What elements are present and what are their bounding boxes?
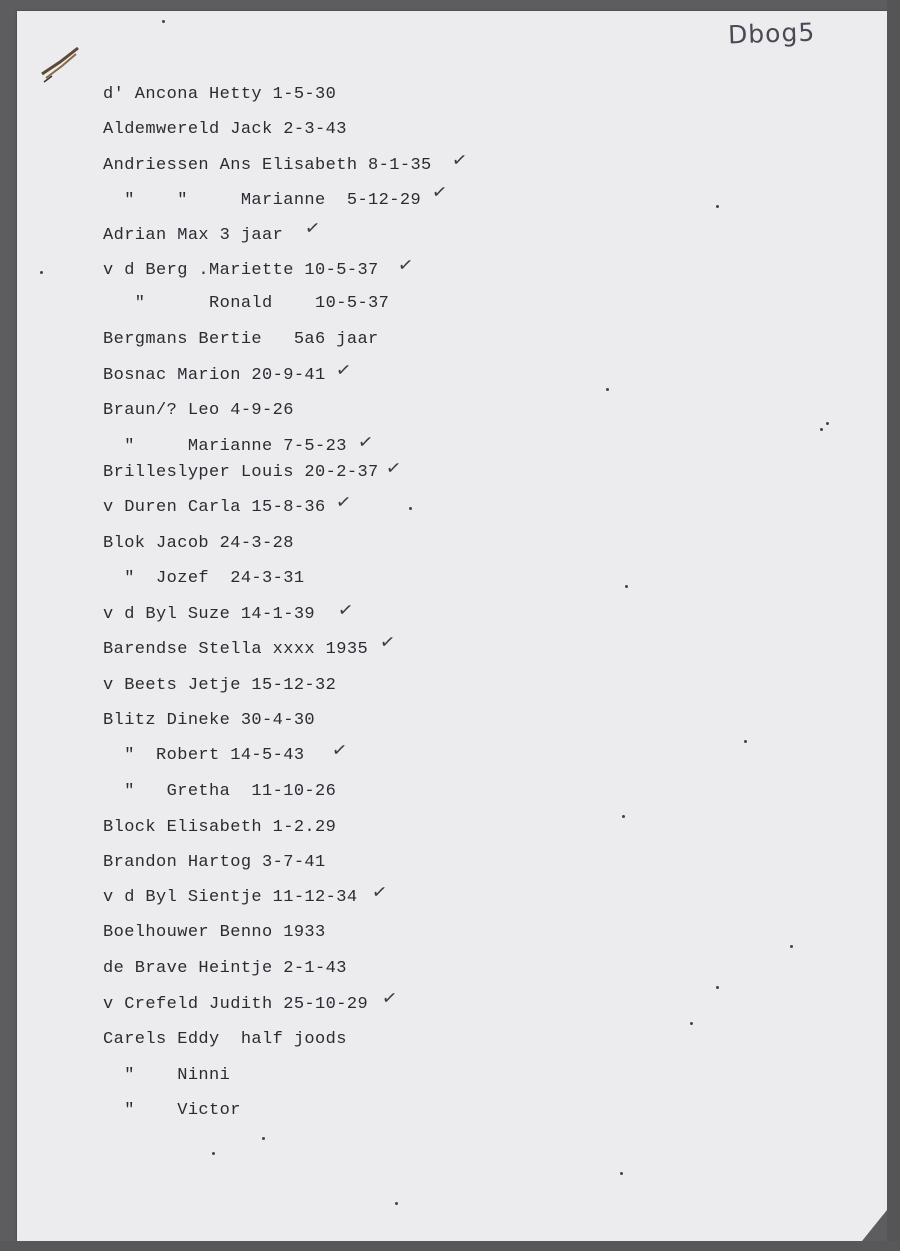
scan-background <box>0 1241 900 1251</box>
check-mark: ✓ <box>384 457 403 480</box>
paper-speck <box>606 388 609 391</box>
check-mark: ✓ <box>430 181 449 204</box>
list-entry: d' Ancona Hetty 1-5-30 <box>103 85 337 104</box>
paper-speck <box>820 428 823 431</box>
list-entry: v d Byl Suze 14-1-39 <box>103 605 316 624</box>
list-entry: v Duren Carla 15-8-36 <box>103 498 326 517</box>
list-entry: " Ronald 10-5-37 <box>103 294 390 313</box>
list-entry: Andriessen Ans Elisabeth 8-1-35 <box>103 156 432 175</box>
paper-speck <box>262 1137 265 1140</box>
paper-speck <box>625 585 628 588</box>
check-mark: ✓ <box>334 359 353 382</box>
list-entry: Block Elisabeth 1-2.29 <box>103 818 337 837</box>
paper-speck <box>162 20 165 23</box>
list-entry: Braun/? Leo 4-9-26 <box>103 401 294 420</box>
list-entry: Brandon Hartog 3-7-41 <box>103 853 326 872</box>
list-entry: " Marianne 7-5-23 <box>103 437 347 456</box>
check-mark: ✓ <box>303 217 322 240</box>
list-entry: Boelhouwer Benno 1933 <box>103 923 326 942</box>
check-mark: ✓ <box>378 631 397 654</box>
list-entry: Bosnac Marion 20-9-41 <box>103 366 326 385</box>
check-mark: ✓ <box>334 491 353 514</box>
archive-code: Dbog5 <box>727 17 816 50</box>
scan-background <box>887 0 900 1251</box>
list-entry: " Jozef 24-3-31 <box>103 569 305 588</box>
folded-corner <box>862 1210 887 1241</box>
paper-speck <box>620 1172 623 1175</box>
list-entry: v d Berg .Mariette 10-5-37 <box>103 261 379 280</box>
check-mark: ✓ <box>336 599 355 622</box>
paper-speck <box>690 1022 693 1025</box>
check-mark: ✓ <box>370 881 389 904</box>
list-entry: Carels Eddy half joods <box>103 1030 347 1049</box>
list-entry: Blok Jacob 24-3-28 <box>103 534 294 553</box>
list-entry: de Brave Heintje 2-1-43 <box>103 959 347 978</box>
paper-speck <box>826 422 829 425</box>
list-entry: v d Byl Sientje 11-12-34 <box>103 888 358 907</box>
check-mark: ✓ <box>450 149 469 172</box>
paper-speck <box>716 205 719 208</box>
list-entry: v Crefeld Judith 25-10-29 <box>103 995 369 1014</box>
list-entry: Barendse Stella xxxx 1935 <box>103 640 369 659</box>
check-mark: ✓ <box>356 431 375 454</box>
paper-speck <box>395 1202 398 1205</box>
check-mark: ✓ <box>330 739 349 762</box>
list-entry: Bergmans Bertie 5a6 jaar <box>103 330 379 349</box>
list-entry: Adrian Max 3 jaar <box>103 226 284 245</box>
list-entry: " Robert 14-5-43 <box>103 746 305 765</box>
paper-speck <box>790 945 793 948</box>
list-entry: Brilleslyper Louis 20-2-37 <box>103 463 379 482</box>
list-entry: Aldemwereld Jack 2-3-43 <box>103 120 347 139</box>
list-entry: " Ninni <box>103 1066 231 1085</box>
paper-speck <box>409 507 412 510</box>
paper-speck <box>716 986 719 989</box>
list-entry: " " Marianne 5-12-29 <box>103 191 422 210</box>
paper-speck <box>212 1152 215 1155</box>
check-mark: ✓ <box>396 254 415 277</box>
list-entry: Blitz Dineke 30-4-30 <box>103 711 316 730</box>
list-entry: v Beets Jetje 15-12-32 <box>103 676 337 695</box>
paper-speck <box>744 740 747 743</box>
paper-speck <box>622 815 625 818</box>
check-mark: ✓ <box>380 987 399 1010</box>
paper-speck <box>40 271 43 274</box>
list-entry: " Victor <box>103 1101 241 1120</box>
ink-scratch-mark <box>40 44 82 84</box>
list-entry: " Gretha 11-10-26 <box>103 782 337 801</box>
